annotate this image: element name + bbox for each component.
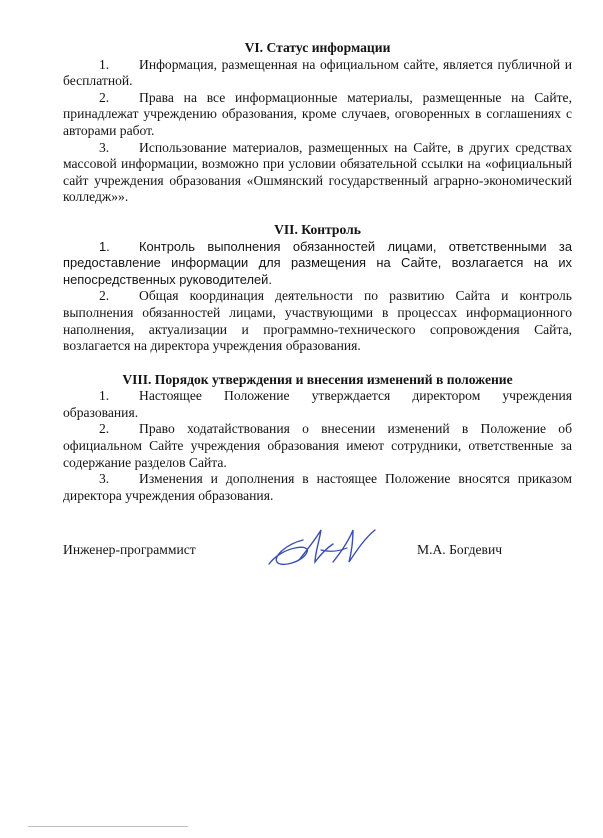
list-item (63, 90, 572, 140)
item-text: Контроль выполнения обязанностей лицами, ответственными за предоставление информации для размещения на Сайте, возлагается на их непосредственных руководителей. (63, 238, 572, 287)
item-text: Права на все информационные материалы, размещенные на Сайте, принадлежат учреждению образования, кроме случаев, оговоренных в соглашениях с авторами работ. (63, 89, 572, 138)
list-item (63, 57, 572, 90)
item-number: 2. (99, 288, 110, 304)
section-heading: VII. Контроль (274, 221, 361, 237)
handwritten-signature (263, 522, 383, 582)
item-number: 3. (99, 471, 110, 487)
item-text: Право ходатайствования о внесении изменений в Положение об официальном Сайте учреждения образования имеют сотрудники, ответственные за содержание разделов Сайта. (63, 421, 572, 470)
item-number: 1. (99, 388, 110, 404)
section-status (63, 40, 572, 206)
list-item (63, 239, 572, 289)
item-text: Использование материалов, размещенных на Сайте, в других средствах массовой информации, возможно при условии обязательной ссылки на «официальный сайт учреждения образования «Ошмянский государственный аграрно-экономический колледж»». (63, 139, 572, 205)
list-item (63, 471, 572, 504)
item-text: Изменения и дополнения в настоящее Положение вносятся приказом директора учреждения образования. (63, 471, 572, 503)
item-number: 3. (99, 139, 110, 155)
section-approval (63, 372, 572, 505)
signer-position: Инженер-программист (63, 542, 196, 557)
section-heading: VI. Статус информации (244, 40, 391, 55)
list-item (63, 288, 572, 354)
section-heading: VIII. Порядок утверждения и внесения изменений в положение (122, 371, 513, 387)
list-item (63, 388, 572, 421)
section-control (63, 222, 572, 355)
footer-divider (28, 826, 188, 827)
item-number: 1. (99, 238, 110, 254)
document-page (63, 40, 572, 520)
item-text: Настоящее Положение утверждается директором учреждения образования. (63, 388, 572, 420)
item-text: Общая координация деятельности по развитию Сайта и контроль выполнения обязанностей лицами, участвующими в процессах информационного наполнения, актуализации и программно-технического сопровождения Сайта, возлагается на директора учреждения образования. (63, 288, 572, 354)
item-number: 2. (99, 89, 110, 105)
item-text: Информация, размещенная на официальном сайте, является публичной и бесплатной. (63, 56, 572, 89)
item-number: 1. (99, 56, 110, 72)
list-item (63, 421, 572, 471)
signer-name: М.А. Богдевич (417, 542, 503, 557)
signature-block (63, 522, 572, 582)
item-number: 2. (99, 421, 110, 437)
list-item (63, 140, 572, 206)
